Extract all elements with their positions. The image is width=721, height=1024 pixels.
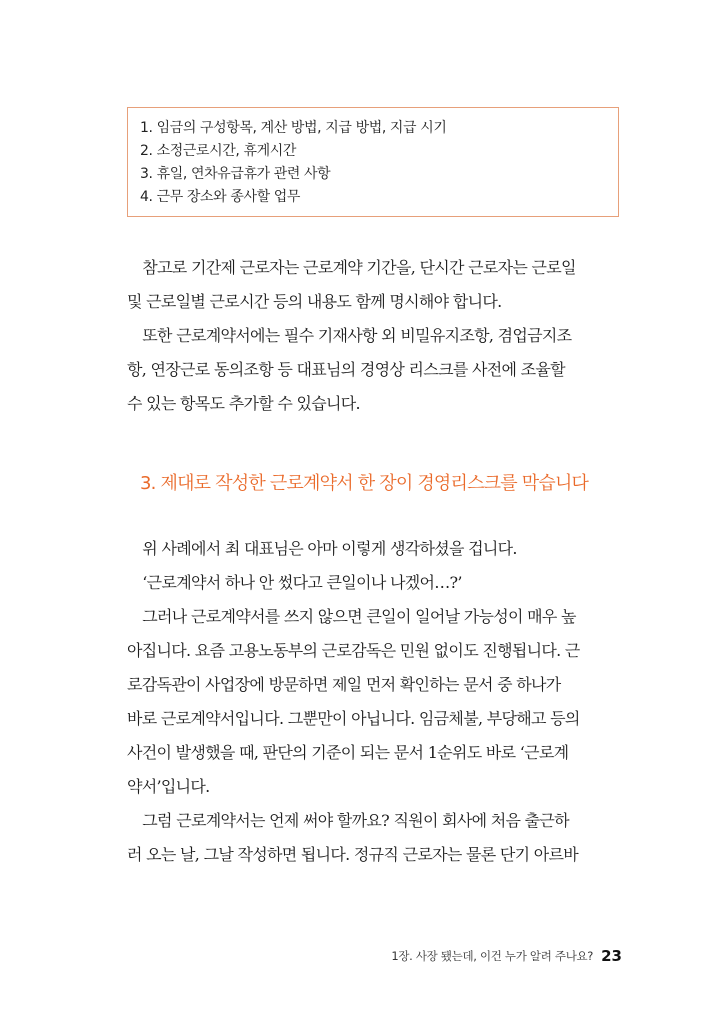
text-line: 러 오는 날, 그날 작성하면 됩니다. 정규직 근로자는 물론 단기 아르바 [127, 845, 579, 864]
text-line: 그러나 근로계약서를 쓰지 않으면 큰일이 일어날 가능성이 매우 높 [127, 607, 576, 626]
text-line: 위 사례에서 최 대표님은 아마 이렇게 생각하셨을 겁니다. [127, 539, 517, 558]
text-line: 수 있는 항목도 추가할 수 있습니다. [127, 394, 360, 413]
text-line: 참고로 기간제 근로자는 근로계약 기간을, 단시간 근로자는 근로일 [127, 258, 576, 277]
required-item-4: 4. 근무 장소와 종사할 업무 [140, 189, 300, 205]
text-line: 사건이 발생했을 때, 판단의 기준이 되는 문서 1순위도 바로 ‘근로계 [127, 743, 569, 762]
text-line: 또한 근로계약서에는 필수 기재사항 외 비밀유지조항, 겸업금지조 [127, 326, 572, 345]
text-line: 및 근로일별 근로시간 등의 내용도 함께 명시해야 합니다. [127, 292, 502, 311]
required-items-box [127, 107, 619, 217]
chapter-title: 1장. 사장 됐는데, 이건 누가 알려 주나요? [391, 949, 594, 963]
section-heading: 3. 제대로 작성한 근로계약서 한 장이 경영리스크를 막습니다 [140, 473, 589, 494]
text-line: 항, 연장근로 동의조항 등 대표님의 경영상 리스크를 사전에 조율할 [127, 360, 565, 379]
text-line: 바로 근로계약서입니다. 그뿐만이 아닙니다. 임금체불, 부당해고 등의 [127, 709, 580, 728]
paragraph-fixed-term-note [127, 251, 621, 421]
required-item-1: 1. 임금의 구성항목, 계산 방법, 지급 방법, 지급 시기 [140, 120, 447, 136]
paragraph-contract-risk [127, 532, 621, 872]
page-number: 23 [601, 947, 622, 965]
text-line: 약서’입니다. [127, 777, 210, 796]
page-footer [360, 944, 622, 968]
text-line: ‘근로계약서 하나 안 썼다고 큰일이나 나겠어…?’ [127, 573, 462, 592]
required-item-2: 2. 소정근로시간, 휴게시간 [140, 143, 296, 159]
text-line: 아집니다. 요즘 고용노동부의 근로감독은 민원 없이도 진행됩니다. 근 [127, 641, 580, 660]
text-line: 그럼 근로계약서는 언제 써야 할까요? 직원이 회사에 처음 출근하 [127, 811, 569, 830]
required-item-3: 3. 휴일, 연차유급휴가 관련 사항 [140, 166, 331, 182]
text-line: 로감독관이 사업장에 방문하면 제일 먼저 확인하는 문서 중 하나가 [127, 675, 561, 694]
